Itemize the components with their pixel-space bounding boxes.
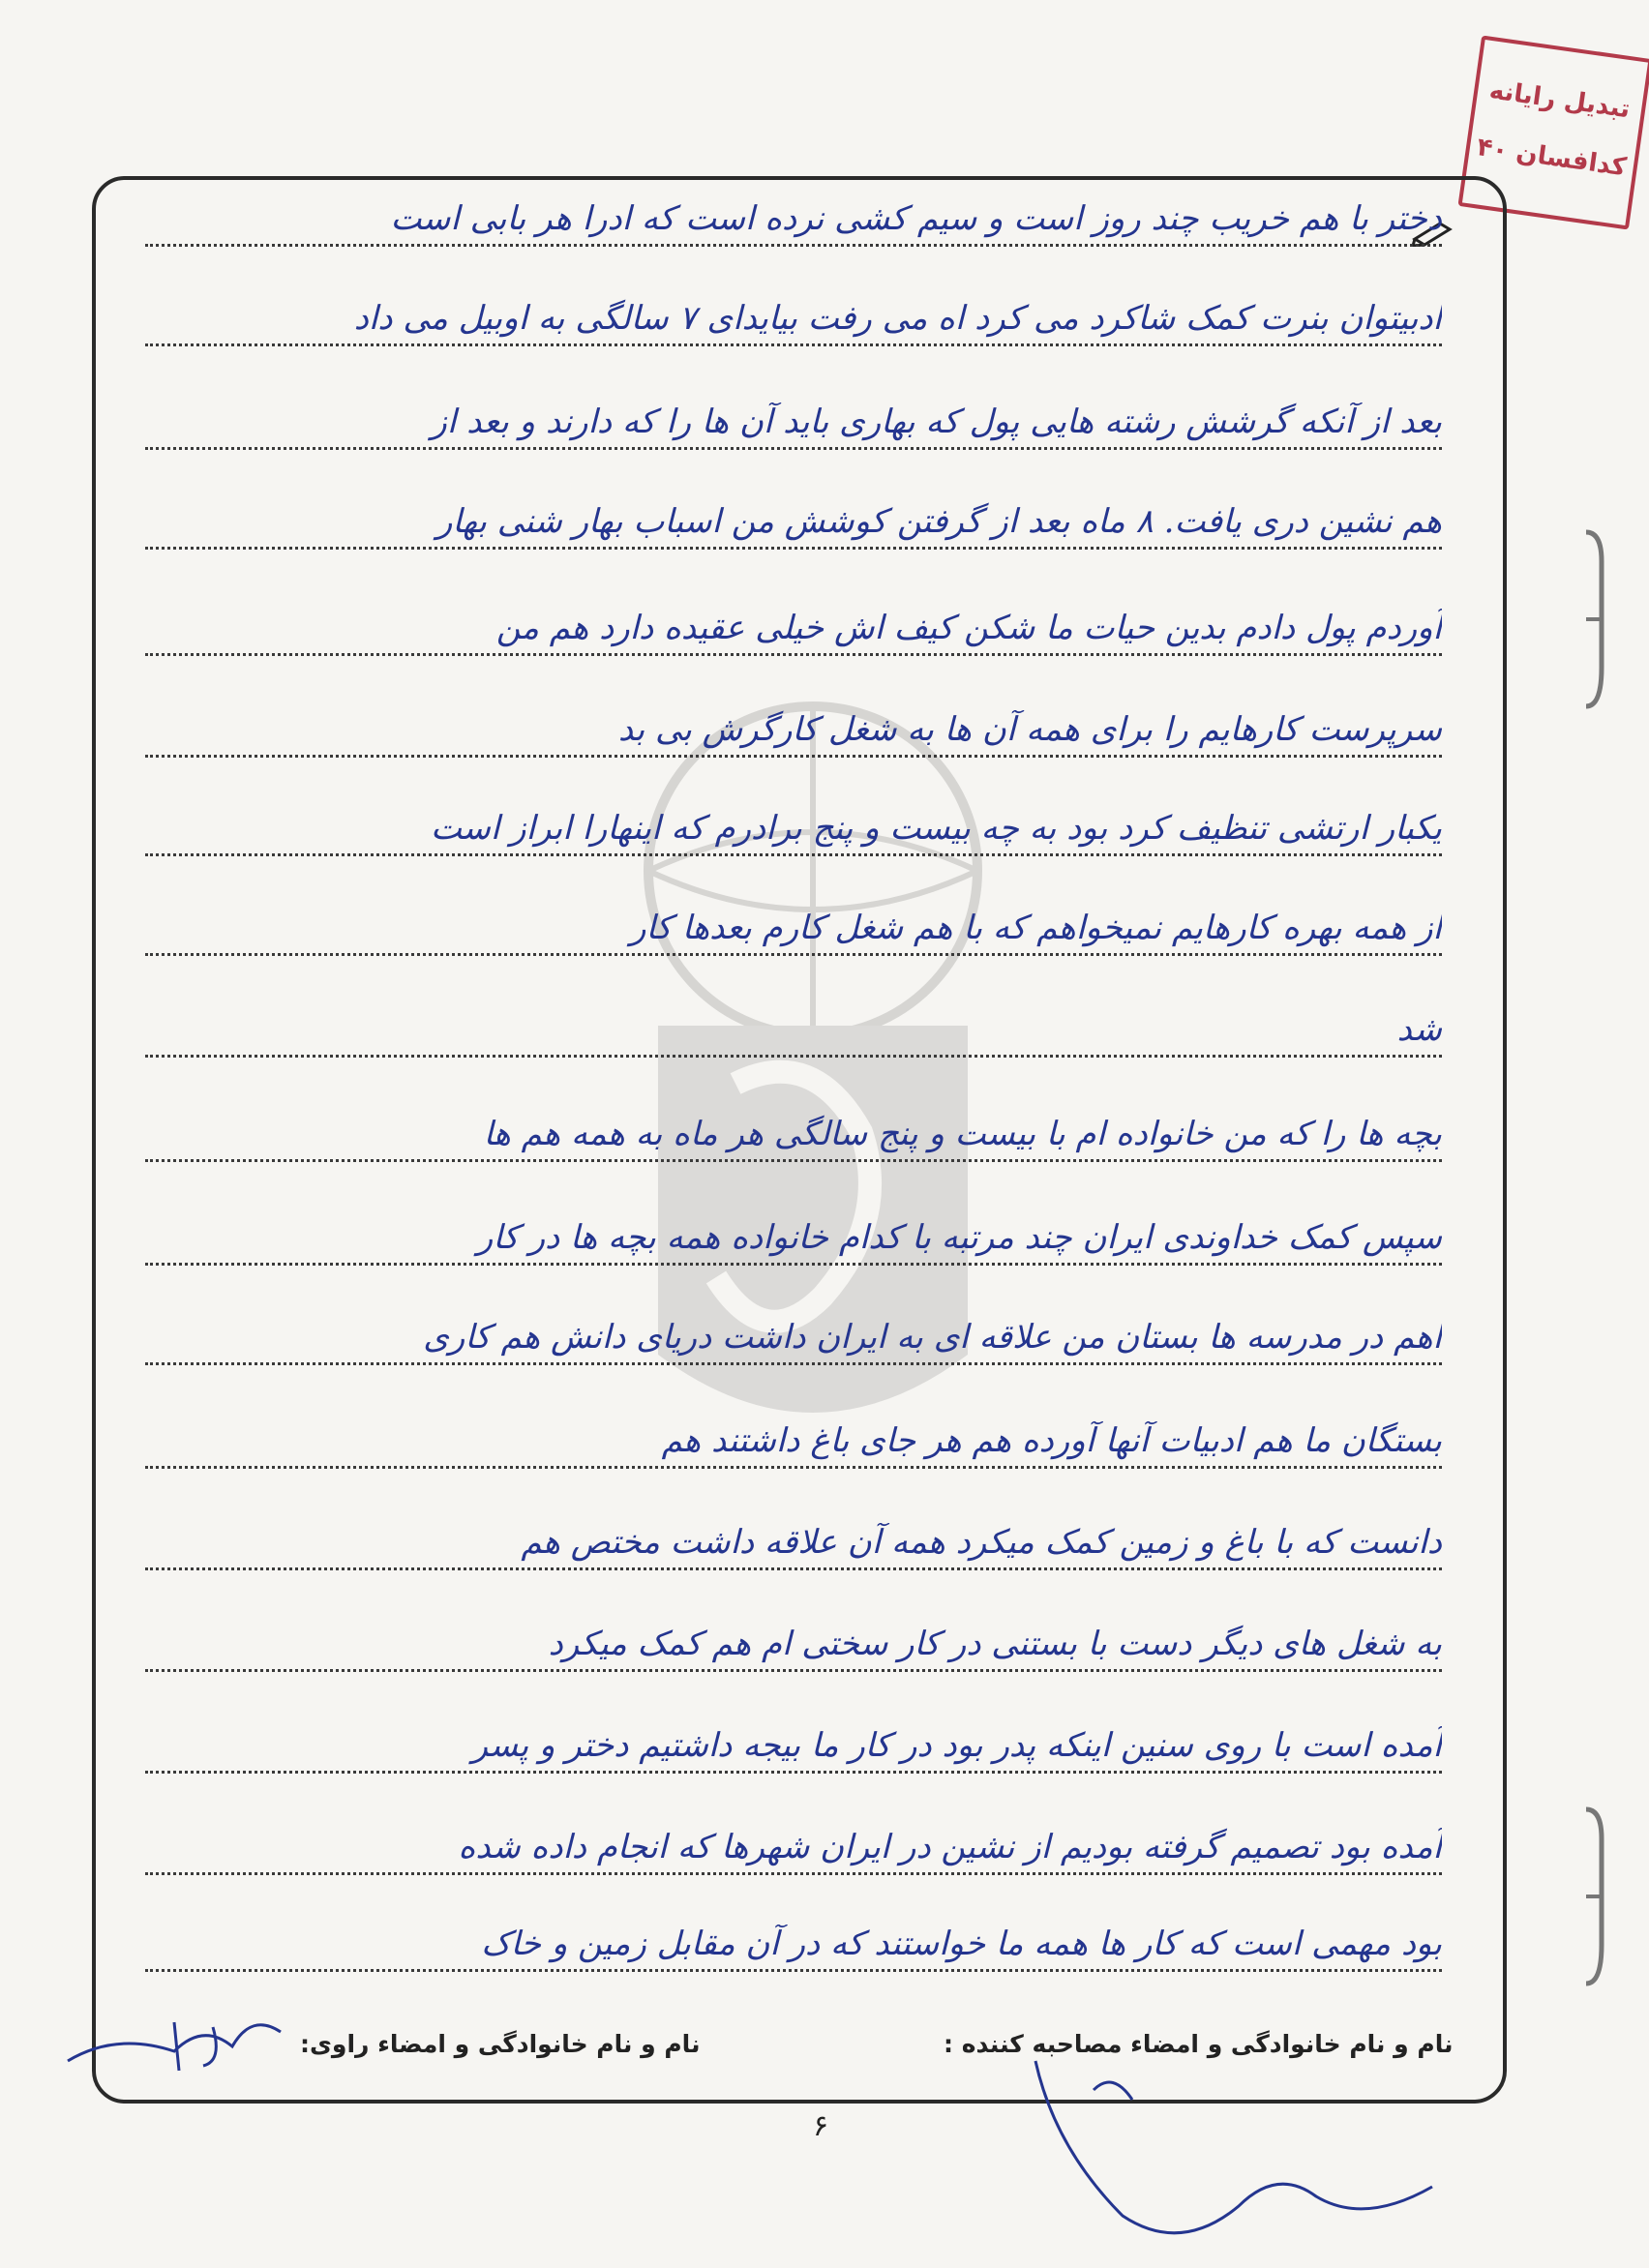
handwritten-line: دانست که با باغ و زمین کمک میکرد همه آن علاقه داشت مختص هم (521, 1523, 1442, 1562)
handwritten-line: شد (1396, 1010, 1442, 1049)
ruled-line (145, 653, 1442, 656)
ruled-line (145, 447, 1442, 450)
ruled-line (145, 547, 1442, 550)
ruled-line (145, 1669, 1442, 1672)
ruled-line (145, 755, 1442, 758)
handwritten-line: بستگان ما هم ادبیات آنها آورده هم هر جای باغ داشتند هم (661, 1421, 1442, 1460)
handwritten-line: به شغل های دیگر دست با بستنی در کار سختی ام هم کمک میکرد (548, 1625, 1442, 1663)
handwritten-line: سرپرست کارهایم را برای همه آن ها به شغل کارگرش بی بد (617, 710, 1442, 749)
handwritten-line: بود مهمی است که کار ها همه ما خواستند که در آن مقابل زمین و خاک (481, 1925, 1442, 1963)
ruled-line (145, 1771, 1442, 1774)
ruled-line (145, 1567, 1442, 1570)
ruled-line (145, 1969, 1442, 1972)
handwritten-line: آوردم پول دادم بدین حیات ما شکن کیف اش خیلی عقیده دارد هم من (495, 609, 1442, 647)
handwritten-line: از همه بهره کارهایم نمیخواهم که با هم شغل کارم بعدها کار (630, 909, 1442, 947)
handwritten-line: بعد از آنکه گرشش رشته هایی پول که بهاری باید آن ها را که دارند و بعد از (431, 403, 1442, 441)
narrator-signature-icon (58, 1993, 300, 2090)
ruled-line (145, 1055, 1442, 1058)
handwritten-line: سپس کمک خداوندی ایران چند مرتبه با کدام خانواده همه بچه ها در کار (476, 1218, 1442, 1257)
stamp-line-1: تبدیل رایانه (1487, 75, 1633, 125)
interviewer-signature-icon (948, 2032, 1452, 2254)
handwritten-line: یکبار ارتشی تنظیف کرد بود به چه بیست و پنج برادرم که اینهارا ابراز است (431, 809, 1442, 848)
ruled-line (145, 343, 1442, 346)
handwritten-line: آمده بود تصمیم گرفته بودیم از نشین در ایران شهرها که انجام داده شده (458, 1828, 1442, 1866)
handwritten-line: اهم در مدرسه ها بستان من علاقه ای به ایران داشت دریای دانش هم کاری (423, 1318, 1442, 1357)
stamp-line-2: کدافسان ۴۰ (1475, 133, 1629, 183)
ruled-line (145, 953, 1442, 956)
ruled-line (145, 1159, 1442, 1162)
handwritten-line: دختر با هم خریب چند روز است و سیم کشی نرده است که ادرا هر بابی است (390, 199, 1442, 238)
ruled-line (145, 1362, 1442, 1365)
narrator-signature-label: نام و نام خانوادگی و امضاء راوی: (300, 2030, 701, 2058)
binder-ring-icon (1580, 522, 1605, 716)
interviewer-signature-label: نام و نام خانوادگی و امضاء مصاحبه کننده : (944, 2030, 1454, 2058)
binder-ring-icon (1580, 1800, 1605, 1993)
ruled-line (145, 853, 1442, 856)
handwritten-line: بچه ها را که من خانواده ام با بیست و پنج سالگی هر ماه به همه هم ها (483, 1115, 1442, 1153)
ruled-line (145, 1263, 1442, 1266)
ruled-line (145, 1872, 1442, 1875)
handwritten-line: ادبیتوان بنرت کمک شاکرد می کرد اه می رفت بیایدای ۷ سالگی به اوبیل می داد (353, 299, 1442, 338)
ruled-line (145, 1466, 1442, 1469)
handwritten-line: هم نشین دری یافت. ۸ ماه بعد از گرفتن کوشش من اسباب بهار شنی بهار (436, 502, 1442, 541)
page-number: ۶ (812, 2109, 829, 2143)
handwritten-line: آمده است با روی سنین اینکه پدر بود در کار ما بیجه داشتیم دختر و پسر (471, 1726, 1442, 1765)
ruled-line (145, 244, 1442, 247)
